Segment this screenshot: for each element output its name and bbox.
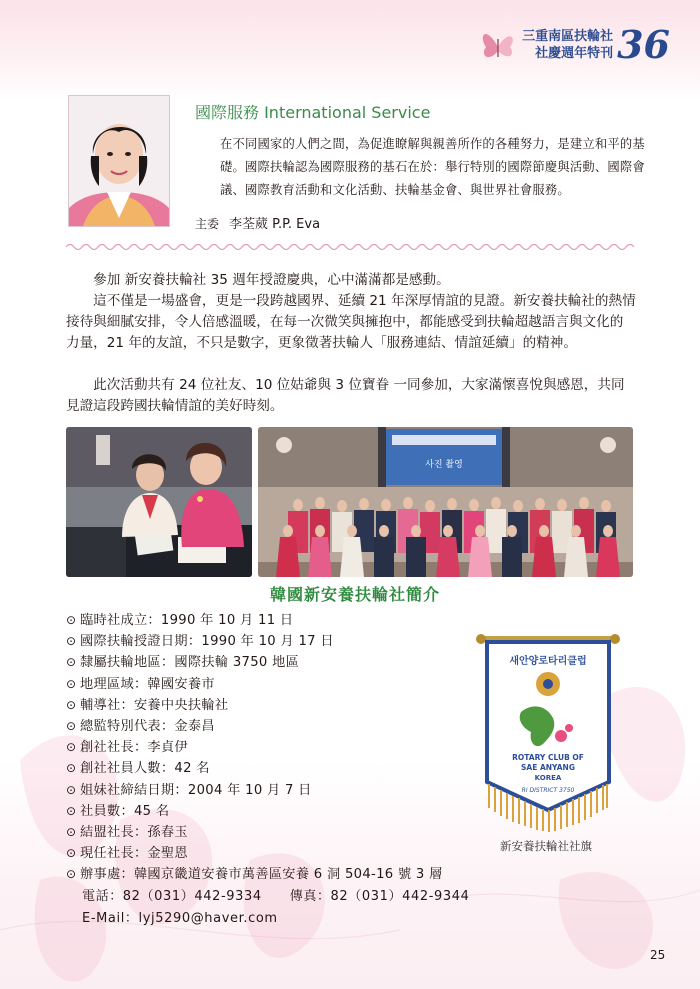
banner-name-line-1: ROTARY CLUB OF: [512, 753, 584, 762]
club-info-list: [66, 610, 486, 930]
info-item: [66, 737, 486, 758]
banner-name-line-2: SAE ANYANG: [521, 763, 575, 772]
info-bullet: ⊙: [66, 867, 77, 882]
info-item: [66, 758, 486, 779]
info-bullet: ⊙: [66, 655, 77, 670]
info-item-text: 輔導社：安養中央扶輪社: [80, 697, 229, 713]
info-bullet: ⊙: [66, 697, 77, 712]
contact-email: E-Mail：lyj5290@haver.com: [82, 910, 278, 926]
info-item-text: 辦事處：韓國京畿道安養市萬善區安養 6 洞 504-16 號 3 層: [80, 867, 443, 883]
info-item-text: 隸屬扶輪地區：國際扶輪 3750 地區: [80, 655, 300, 671]
section-description: 在不同國家的人們之間，為促進瞭解與親善所作的各種努力，是建立和平的基礎。國際扶輪認為國際服務的基石在於：舉行特別的國際節慶與活動、國際會議、國際教育活動和文化活動、扶輪基金會、與世界社會服務。: [220, 137, 645, 197]
header-line-1: 三重南區扶輪社: [522, 29, 614, 44]
info-item: [66, 716, 486, 737]
body-paragraph-1: 參加 新安養扶輪社 35 週年授證慶典，心中滿滿都是感動。: [66, 272, 450, 288]
info-item: [66, 695, 486, 716]
club-intro-title: 韓國新安養扶輪社簡介: [270, 585, 441, 604]
group-photo: [258, 427, 633, 577]
info-item: [66, 822, 486, 843]
info-item-text: 結盟社長：孫春玉: [80, 825, 188, 841]
page-number: 25: [650, 948, 666, 962]
contact-phone-fax: [66, 886, 486, 908]
author-name: 李荃葳 P.P. Eva: [229, 217, 321, 232]
info-item: [66, 780, 486, 801]
info-item: [66, 652, 486, 673]
banner-country: KOREA: [534, 774, 562, 782]
info-item-text: 總監特別代表：金泰昌: [80, 719, 215, 735]
anniversary-number: 36: [617, 22, 670, 67]
body-paragraph-2: 這不僅是一場盛會，更是一段跨越國界、延續 21 年深厚情誼的見證。新安養扶輪社的熱情接待與細膩安排，令人倍感溫暖，在每一次微笑與擁抱中，都能感受到扶輪超越語言與文化的力量，21 年的友誼，不只是數字，更象徵著扶輪人「服務連結、情誼延續」的精神。: [66, 293, 636, 351]
info-bullet: ⊙: [66, 803, 77, 818]
author-role: 主委: [195, 217, 220, 231]
info-bullet: ⊙: [66, 782, 77, 797]
info-bullet: ⊙: [66, 613, 77, 627]
header-title: [522, 28, 613, 62]
banner-korean-name: 새안양로타리클럽: [509, 656, 587, 667]
club-banner: [473, 632, 623, 832]
info-bullet: ⊙: [66, 676, 77, 691]
signing-ceremony-photo: [66, 427, 252, 577]
info-item: [66, 864, 486, 885]
phone-text: 電話：82（031）442-9334: [82, 888, 262, 904]
banner-caption: 新安養扶輪社社旗: [500, 839, 592, 853]
info-bullet: ⊙: [66, 761, 77, 776]
author-portrait: [68, 95, 170, 227]
info-item: [66, 610, 486, 631]
info-item: [66, 801, 486, 822]
header-logo: [478, 20, 670, 70]
info-bullet: ⊙: [66, 740, 77, 755]
info-bullet: ⊙: [66, 634, 77, 649]
info-bullet: ⊙: [66, 825, 77, 840]
info-item-text: 國際扶輪授證日期：1990 年 10 月 17 日: [80, 634, 334, 650]
info-item-text: 社員數：45 名: [80, 803, 170, 819]
info-item: [66, 843, 486, 864]
info-bullet: ⊙: [66, 719, 77, 734]
banner-district: RI DISTRICT 3750: [521, 787, 575, 794]
butterfly-icon: [478, 25, 518, 65]
fax-text: 傳真：82（031）442-9344: [289, 888, 470, 904]
info-bullet: ⊙: [66, 846, 77, 861]
info-item-text: 地理區域：韓國安養市: [80, 676, 215, 692]
section-title: 國際服務 International Service: [195, 103, 431, 122]
info-item-text: 現任社長：金聖恩: [80, 846, 188, 862]
info-item-text: 臨時社成立：1990 年 10 月 11 日: [80, 613, 294, 628]
wavy-divider: [66, 240, 636, 254]
header-line-2: 社慶週年特刊: [535, 46, 614, 61]
info-item: [66, 631, 486, 652]
body-paragraph-3: 此次活動共有 24 位社友、10 位姑爺與 3 位寶眷 一同參加，大家滿懷喜悅與感恩，共同見證這段跨國扶輪情誼的美好時刻。: [66, 377, 625, 414]
info-item: [66, 674, 486, 695]
group-photo-screen-text: 사진 촬영: [425, 460, 463, 470]
info-item-text: 姐妹社締結日期：2004 年 10 月 7 日: [80, 782, 312, 798]
info-item-text: 創社社員人數：42 名: [80, 761, 210, 777]
info-item-text: 創社社長：李貞伊: [80, 740, 188, 756]
